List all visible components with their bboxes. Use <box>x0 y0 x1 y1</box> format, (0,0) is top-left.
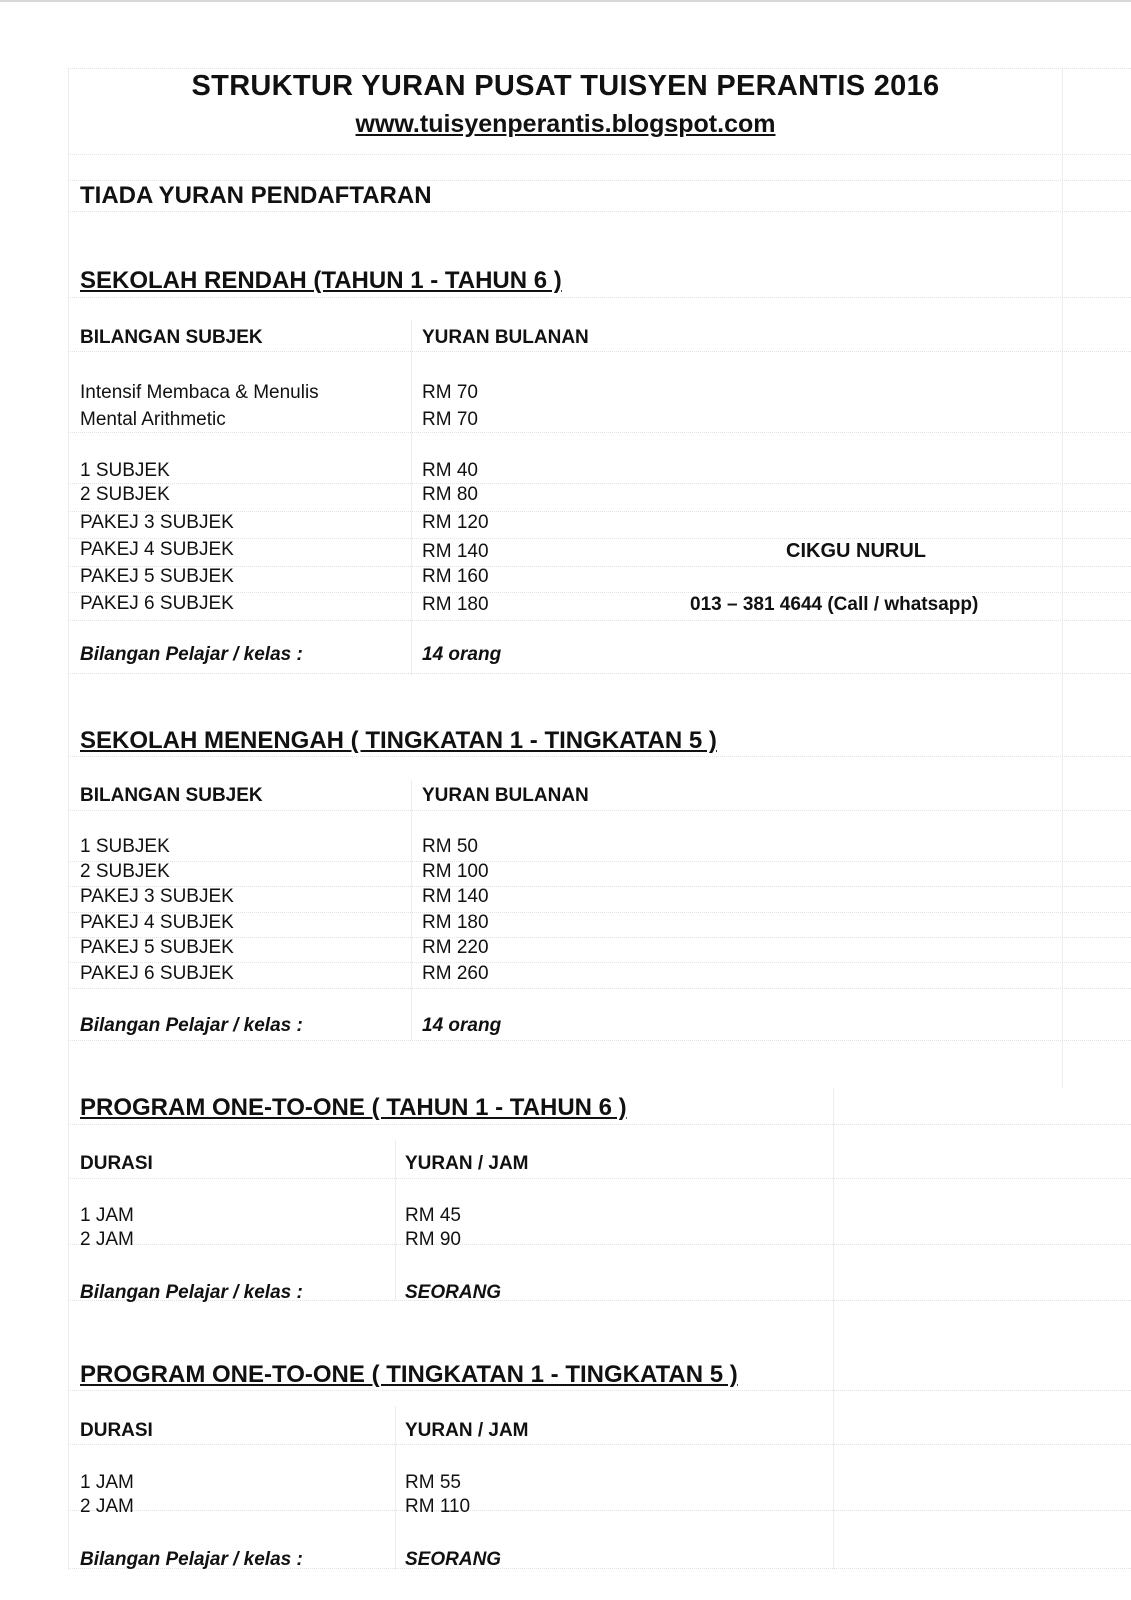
row-label: 1 JAM <box>80 1205 134 1226</box>
class-size-label: Bilangan Pelajar / kelas : <box>80 1015 303 1036</box>
row-value: RM 90 <box>405 1229 461 1250</box>
row-label: Intensif Membaca & Menulis <box>80 382 319 403</box>
row-value: RM 40 <box>422 460 478 481</box>
column-header-fee-per-hour: YURAN / JAM <box>405 1420 529 1441</box>
row-label: PAKEJ 6 SUBJEK <box>80 963 234 984</box>
section-title: PROGRAM ONE-TO-ONE ( TINGKATAN 1 - TINGKATAN 5 ) <box>80 1361 738 1388</box>
row-label: 2 SUBJEK <box>80 484 170 505</box>
row-value: RM 180 <box>422 912 489 933</box>
contact-name: CIKGU NURUL <box>786 540 926 562</box>
row-value: RM 180 <box>422 594 489 615</box>
row-value: RM 55 <box>405 1472 461 1493</box>
section-title: SEKOLAH RENDAH (TAHUN 1 - TAHUN 6 ) <box>80 267 562 294</box>
column-header-fee: YURAN BULANAN <box>422 785 589 806</box>
column-header-duration: DURASI <box>80 1420 153 1441</box>
row-value: RM 160 <box>422 566 489 587</box>
row-value: RM 50 <box>422 836 478 857</box>
row-value: RM 260 <box>422 963 489 984</box>
row-label: 1 SUBJEK <box>80 836 170 857</box>
section-title: SEKOLAH MENENGAH ( TINGKATAN 1 - TINGKATAN 5 ) <box>80 727 717 754</box>
column-header-subjects: BILANGAN SUBJEK <box>80 785 263 806</box>
row-label: Mental Arithmetic <box>80 409 226 430</box>
row-value: RM 220 <box>422 937 489 958</box>
page-top-border <box>0 0 1131 2</box>
section-title: PROGRAM ONE-TO-ONE ( TAHUN 1 - TAHUN 6 ) <box>80 1094 627 1121</box>
no-registration-fee-notice: TIADA YURAN PENDAFTARAN <box>80 182 432 209</box>
class-size-label: Bilangan Pelajar / kelas : <box>80 644 303 665</box>
page-title: STRUKTUR YURAN PUSAT TUISYEN PERANTIS 2016 <box>191 70 940 102</box>
contact-phone[interactable]: 013 – 381 4644 (Call / whatsapp) <box>690 594 979 615</box>
row-label: 2 JAM <box>80 1229 134 1250</box>
row-label: PAKEJ 5 SUBJEK <box>80 566 234 587</box>
row-value: RM 110 <box>405 1496 471 1517</box>
row-value: RM 140 <box>422 886 489 907</box>
column-header-fee-per-hour: YURAN / JAM <box>405 1153 529 1174</box>
row-label: PAKEJ 4 SUBJEK <box>80 912 234 933</box>
column-header-fee: YURAN BULANAN <box>422 327 589 348</box>
row-value: RM 70 <box>422 382 478 403</box>
class-size-value: 14 orang <box>422 644 502 665</box>
row-label: 2 JAM <box>80 1496 134 1517</box>
class-size-label: Bilangan Pelajar / kelas : <box>80 1549 303 1570</box>
row-value: RM 80 <box>422 484 478 505</box>
row-label: PAKEJ 3 SUBJEK <box>80 886 234 907</box>
class-size-value: SEORANG <box>405 1282 502 1303</box>
row-label: PAKEJ 5 SUBJEK <box>80 937 234 958</box>
class-size-value: SEORANG <box>405 1549 502 1570</box>
blog-url-link[interactable]: www.tuisyenperantis.blogspot.com <box>355 110 776 138</box>
class-size-label: Bilangan Pelajar / kelas : <box>80 1282 303 1303</box>
row-label: PAKEJ 4 SUBJEK <box>80 539 234 560</box>
row-value: RM 45 <box>405 1205 461 1226</box>
row-label: PAKEJ 6 SUBJEK <box>80 593 234 614</box>
row-value: RM 100 <box>422 861 489 882</box>
row-value: RM 70 <box>422 409 478 430</box>
column-header-duration: DURASI <box>80 1153 153 1174</box>
class-size-value: 14 orang <box>422 1015 502 1036</box>
column-header-subjects: BILANGAN SUBJEK <box>80 327 263 348</box>
row-label: 1 SUBJEK <box>80 460 170 481</box>
row-label: 2 SUBJEK <box>80 861 170 882</box>
row-value: RM 120 <box>422 512 489 533</box>
row-value: RM 140 <box>422 541 489 562</box>
row-label: PAKEJ 3 SUBJEK <box>80 512 234 533</box>
row-label: 1 JAM <box>80 1472 134 1493</box>
